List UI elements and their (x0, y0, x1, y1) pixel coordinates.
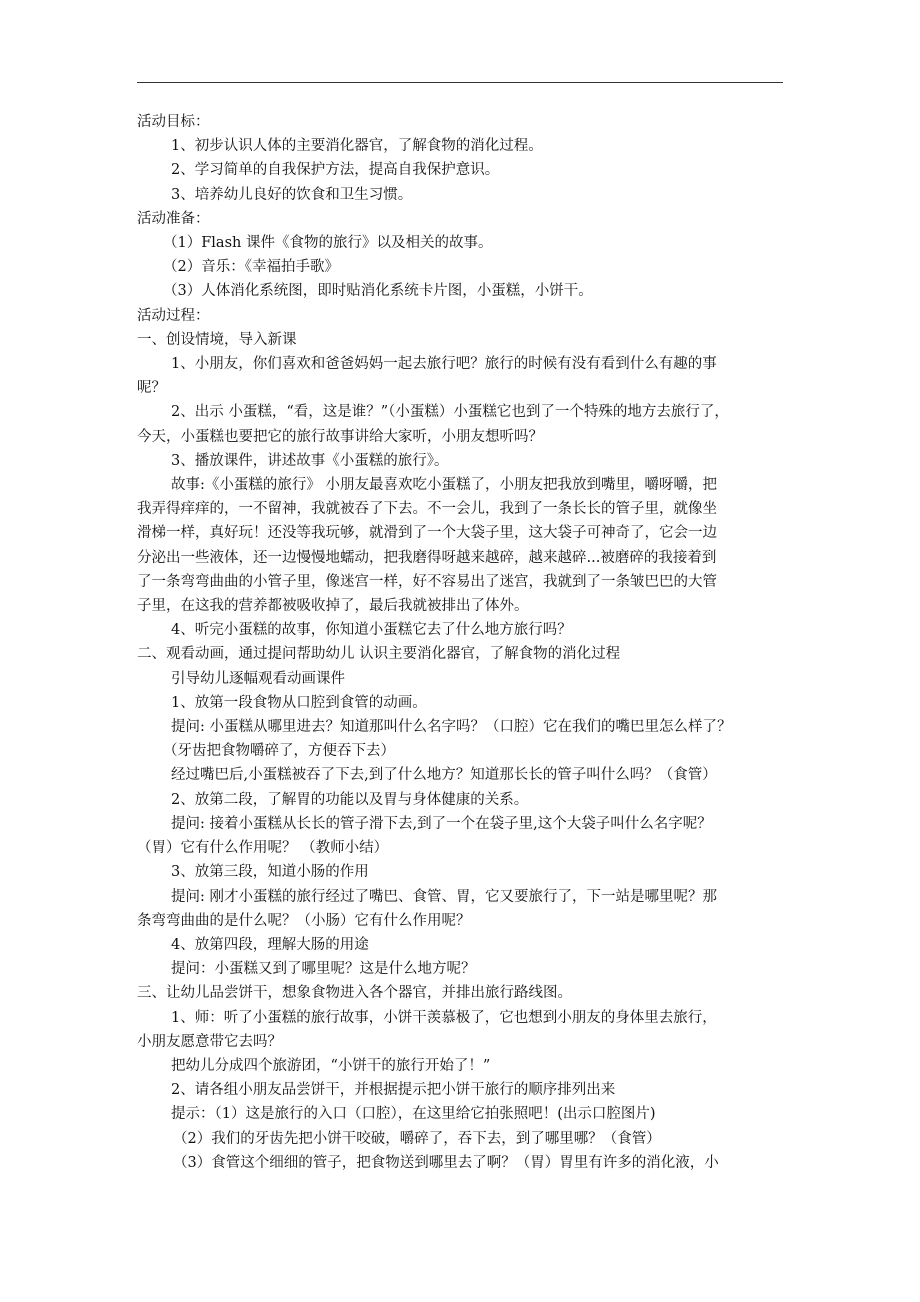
story-line: 故事:《小蛋糕的旅行》 小朋友最喜欢吃小蛋糕了，小朋友把我放到嘴里，嚼呀嚼，把 (171, 477, 717, 494)
paragraph-line: 3、放第三段，知道小肠的作用 (171, 864, 369, 881)
goal-item: 1、初步认识人体的主要消化器官，了解食物的消化过程。 (171, 138, 543, 155)
paragraph-line: 把幼儿分成四个旅游团，“小饼干的旅行开始了！” (171, 1057, 491, 1074)
process-part-heading: 一、创设情境，导入新课 (137, 331, 297, 348)
story-line: 分泌出一些液体，还一边慢慢地蠕动，把我磨得呀越来越碎，越来越碎...被磨碎的我接着到 (137, 549, 717, 566)
paragraph-line: 小朋友愿意带它去吗？ (137, 1033, 282, 1050)
paragraph-line: 今天，小蛋糕也要把它的旅行故事讲给大家听，小朋友想听吗？ (137, 428, 543, 445)
paragraph-line: 2、放第二段，了解胃的功能以及胃与身体健康的关系。 (171, 791, 529, 808)
document-body (137, 110, 783, 1175)
paragraph-line: 2、出示 小蛋糕，“看，这是谁？”（小蛋糕）小蛋糕它也到了一个特殊的地方去旅行了， (171, 404, 729, 421)
story-line: 我弄得痒痒的，一不留神，我就被吞了下去。不一会儿，我到了一条长长的管子里，就像坐 (137, 501, 717, 518)
goal-item: 3、培养幼儿良好的饮食和卫生习惯。 (171, 186, 413, 203)
paragraph-line: 1、小朋友，你们喜欢和爸爸妈妈一起去旅行吧？旅行的时候有没有看到什么有趣的事 (171, 356, 717, 373)
section-heading-process: 活动过程： (137, 307, 210, 324)
section-heading-goals: 活动目标： (137, 114, 210, 130)
question-line: 提问: 小蛋糕从哪里进去？知道那叫什么名字吗？（口腔）它在我们的嘴巴里怎么样了？ (171, 719, 732, 736)
story-line: 滑梯一样，真好玩！还没等我玩够，就滑到了一个大袋子里，这大袋子可神奇了，它会一边 (137, 525, 717, 542)
paragraph-line: 1、放第一段食物从口腔到食管的动画。 (171, 694, 427, 711)
paragraph-line: 呢？ (137, 380, 166, 397)
header-rule (137, 82, 783, 83)
process-part-heading: 三、让幼儿品尝饼干，想象食物进入各个器官，并排出旅行路线图。 (137, 985, 572, 1002)
preparation-item: （2）音乐：《幸福拍手歌》 (163, 259, 339, 276)
preparation-item: （3）人体消化系统图，即时贴消化系统卡片图，小蛋糕，小饼干。 (163, 283, 593, 300)
goal-item: 2、学习简单的自我保护方法，提高自我保护意识。 (171, 162, 500, 179)
question-line: 条弯弯曲曲的是什么呢？（小肠）它有什么作用呢？ (137, 912, 471, 929)
hint-line: （3）食管这个细细的管子，把食物送到哪里去了啊？（胃）胃里有许多的消化液，小 (173, 1154, 719, 1171)
question-line: 提问: 接着小蛋糕从长长的管子滑下去,到了一个在袋子里,这个大袋子叫什么名字呢？ (171, 815, 712, 832)
section-heading-preparation: 活动准备： (137, 210, 210, 227)
question-line: 提问：小蛋糕又到了哪里呢？这是什么地方呢？ (171, 961, 476, 978)
hint-line: 提示：（1）这是旅行的入口（口腔），在这里给它拍张照吧！(出示口腔图片) (171, 1106, 656, 1123)
paragraph-line: 1、师：听了小蛋糕的旅行故事，小饼干羡慕极了，它也想到小朋友的身体里去旅行， (171, 1009, 717, 1026)
paragraph-line: 4、听完小蛋糕的故事，你知道小蛋糕它去了什么地方旅行吗？ (171, 622, 572, 639)
story-line: 了一条弯弯曲曲的小管子里，像迷宫一样，好不容易出了迷宫，我就到了一条皱巴巴的大管 (137, 573, 717, 590)
question-line: 经过嘴巴后,小蛋糕被吞了下去,到了什么地方？知道那长长的管子叫什么吗？（食管） (171, 767, 717, 784)
paragraph-line: 2、请各组小朋友品尝饼干，并根据提示把小饼干旅行的顺序排列出来 (171, 1082, 616, 1099)
paragraph-line: 4、放第四段，理解大肠的用途 (171, 936, 369, 953)
paragraph-line: 3、播放课件，讲述故事《小蛋糕的旅行》。 (171, 452, 449, 469)
question-line: （胃）它有什么作用呢？ （教师小结） (137, 840, 389, 857)
paragraph-line: 引导幼儿逐幅观看动画课件 (171, 670, 345, 687)
story-line: 子里，在这我的营养都被吸收掉了，最后我就被排出了体外。 (137, 598, 529, 615)
hint-line: （2）我们的牙齿先把小饼干咬破，嚼碎了，吞下去，到了哪里哪？（食管） (173, 1130, 661, 1147)
question-line: （牙齿把食物嚼碎了，方便吞下去） (163, 743, 395, 760)
preparation-item: （1）Flash 课件《食物的旅行》以及相关的故事。 (163, 235, 493, 252)
process-part-heading: 二、观看动画，通过提问帮助幼儿 认识主要消化器官，了解食物的消化过程 (137, 646, 621, 663)
question-line: 提问: 刚才小蛋糕的旅行经过了嘴巴、食管、胃，它又要旅行了，下一站是哪里呢？那 (171, 888, 717, 905)
